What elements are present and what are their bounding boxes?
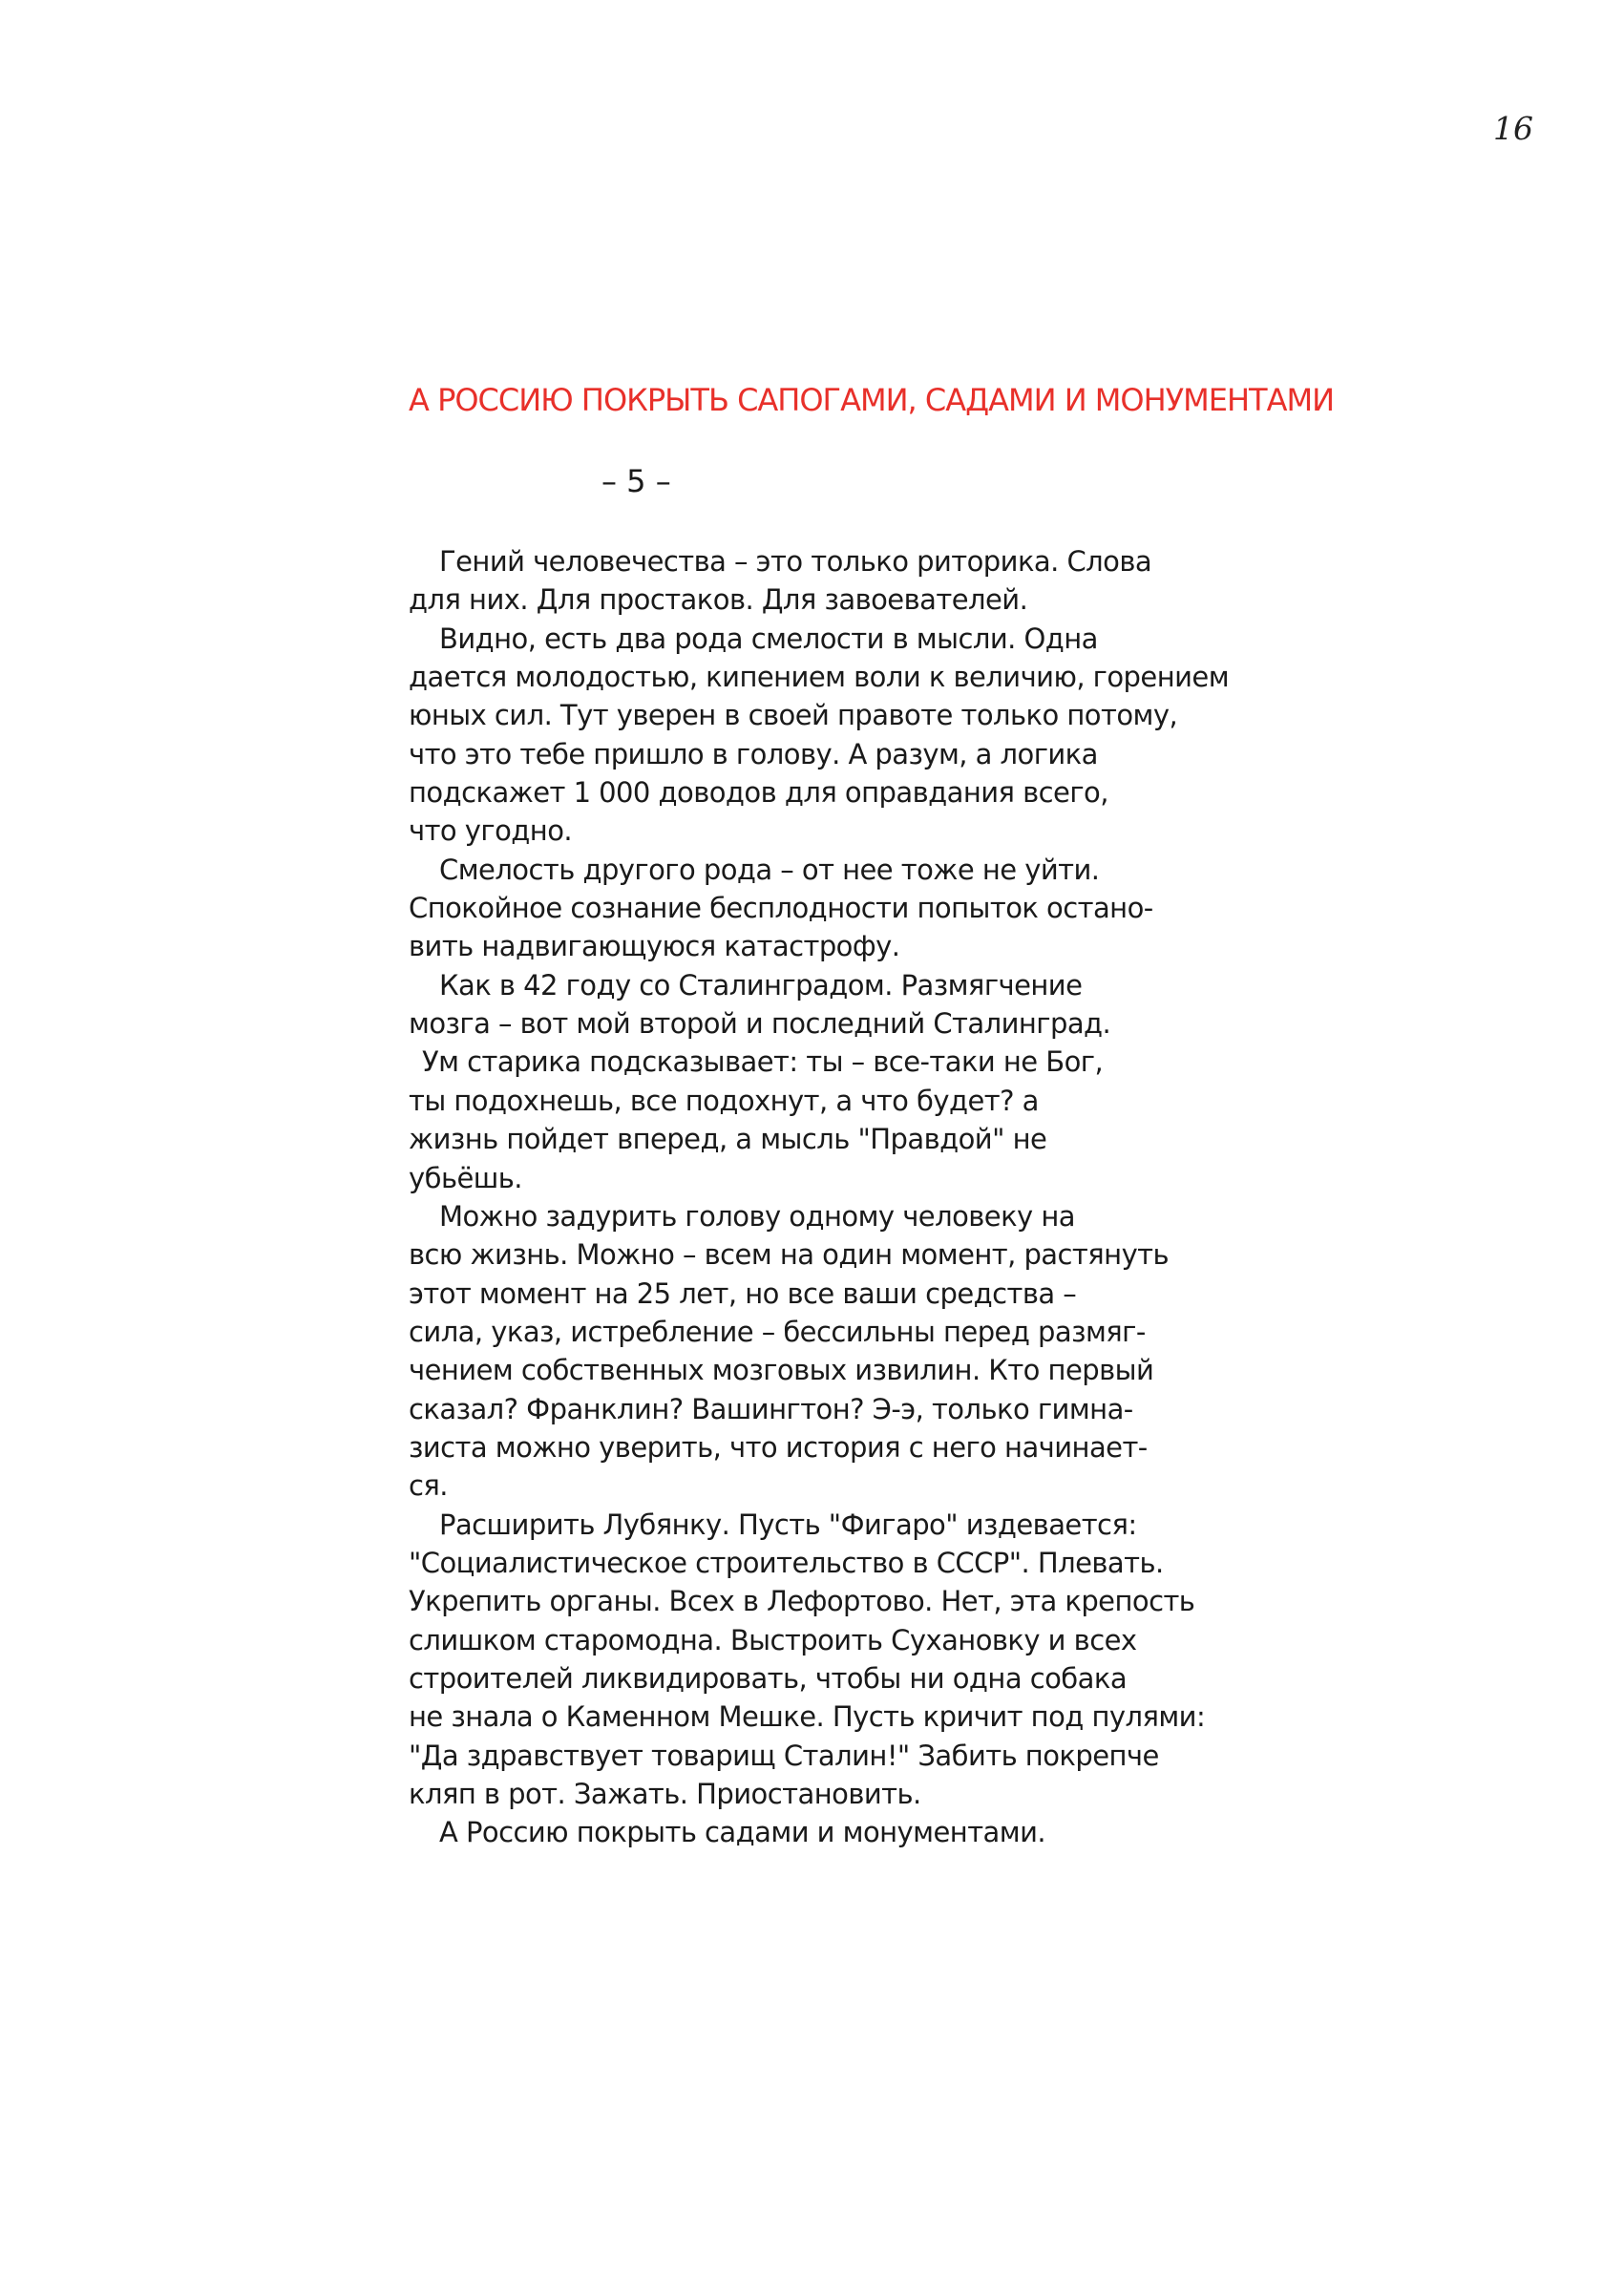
text-line: Видно, есть два рода смелости в мысли. Одна [439,622,1098,655]
text-line: для них. Для простаков. Для завоевателей. [409,583,1028,617]
text-line: сила, указ, истребление – бессильны перед размяг- [409,1315,1146,1348]
text-line: Можно задурить голову одному человеку на [439,1199,1075,1233]
text-line: ты подохнешь, все подохнут, а что будет? а [409,1084,1039,1117]
text-line: жизнь пойдет вперед, а мысль "Правдой" не [409,1123,1047,1156]
text-line: строителей ликвидировать, чтобы ни одна собака [409,1661,1128,1695]
text-line: "Социалистическое строительство в СССР". Плевать. [409,1546,1164,1579]
text-line: Спокойное сознание бесплодности попыток остано- [409,892,1153,925]
text-line: мозга – вот мой второй и последний Сталинград. [409,1007,1111,1041]
text-line: не знала о Каменном Мешке. Пусть кричит под пулями: [409,1700,1206,1734]
text-line: сказал? Франклин? Вашингтон? Э-э, только гимна- [409,1392,1133,1425]
text-line: чением собственных мозговых извилин. Кто первый [409,1354,1154,1387]
text-line: что это тебе пришло в голову. А разум, а логика [409,737,1098,770]
text-line: Ум старика подсказывает: ты – все-таки не Бог, [422,1045,1104,1079]
text-line: зиста можно уверить, что история с него начинает- [409,1430,1148,1464]
text-line: Смелость другого рода – от нее тоже не уйти. [439,853,1100,886]
text-line: этот момент на 25 лет, но все ваши средства – [409,1276,1077,1310]
text-line: "Да здравствует товарищ Сталин!" Забить покрепче [409,1739,1159,1772]
page-number: 16 [1493,110,1533,147]
text-line: Гений человечества – это только риторика. Слова [439,545,1152,578]
text-line: всю жизнь. Можно – всем на один момент, растянуть [409,1238,1170,1272]
text-line: Расширить Лубянку. Пусть "Фигаро" издевается: [439,1508,1137,1541]
text-line: А Россию покрыть садами и монументами. [439,1816,1046,1849]
chapter-title: А РОССИЮ ПОКРЫТЬ САПОГАМИ, САДАМИ И МОНУМЕНТАМИ [409,382,1335,418]
text-line: подскажет 1 000 доводов для оправдания всего, [409,776,1108,810]
text-line: кляп в рот. Зажать. Приостановить. [409,1778,921,1810]
text-line: юных сил. Тут уверен в своей правоте только потому, [409,699,1178,732]
text-line: Как в 42 году со Сталинградом. Размягчение [439,968,1083,1002]
text-line: ся. [409,1469,448,1503]
text-line: дается молодостью, кипением воли к величию, горением [409,661,1230,694]
text-line: что угодно. [409,814,573,848]
text-line: слишком старомодна. Выстроить Сухановку и всех [409,1623,1137,1656]
body-text [409,542,1268,1852]
chapter-number: – 5 – [601,463,671,499]
text-line: вить надвигающуюся катастрофу. [409,930,900,963]
text-line: убьёшь. [409,1161,522,1194]
text-line: Укрепить органы. Всех в Лефортово. Нет, эта крепость [409,1585,1195,1618]
